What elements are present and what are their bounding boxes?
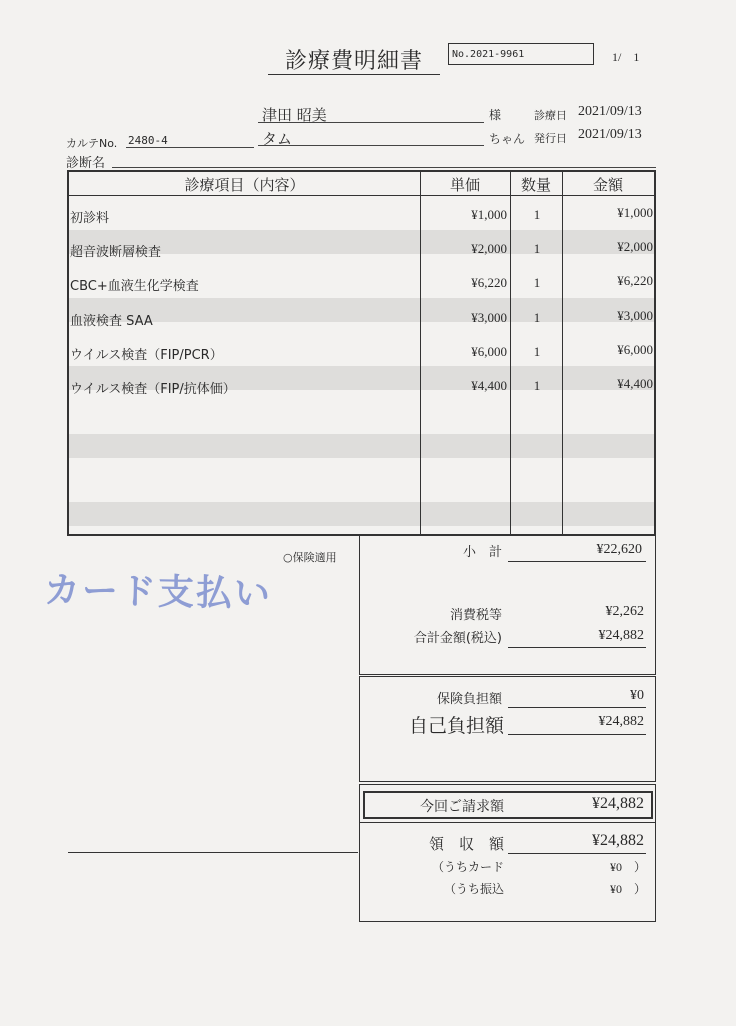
billing-divider [360, 822, 655, 823]
row-qty: 1 [533, 344, 541, 359]
table-header-divider [67, 195, 656, 196]
pet-name-line [258, 145, 484, 146]
header-item: 診療項目（内容） [184, 176, 305, 194]
pet-name: タム [262, 130, 293, 148]
insurance-share-amount: ¥0 [630, 688, 644, 703]
header-qty: 数量 [520, 176, 551, 194]
row-amount: ¥4,400 [617, 376, 653, 391]
subtotal-label: 小 計 [462, 545, 502, 560]
row-unit-price: ¥6,220 [471, 275, 507, 290]
row-qty: 1 [533, 310, 541, 325]
subtotal-underline [508, 561, 646, 562]
row-unit-price: ¥4,400 [471, 378, 507, 393]
owner-suffix: 様 [489, 108, 502, 122]
row-amount: ¥1,000 [617, 205, 653, 220]
insurance-share-underline [508, 707, 646, 708]
pet-suffix: ちゃん [489, 132, 526, 146]
owner-name: 津田 昭美 [262, 106, 327, 124]
received-amount: ¥24,882 [592, 832, 644, 849]
visit-date-label: 診療日 [534, 109, 567, 122]
row-item: ウイルス検査（FIP/抗体価） [70, 382, 236, 397]
chart-no-label: カルテNo. [66, 137, 118, 150]
diagnosis-label: 診断名 [66, 156, 106, 171]
insurance-applied-note: ○保険適用 [283, 551, 337, 564]
row-qty: 1 [533, 275, 541, 290]
row-qty: 1 [533, 241, 541, 256]
total-label: 合計金額(税込) [413, 631, 502, 646]
transfer-portion-label: （うち振込 [443, 882, 504, 896]
document-number: No.2021-9961 [448, 43, 594, 65]
row-qty: 1 [533, 378, 541, 393]
row-unit-price: ¥6,000 [471, 344, 507, 359]
total-amount: ¥24,882 [598, 628, 644, 643]
row-item: 初診料 [70, 211, 110, 226]
row-amount: ¥6,220 [617, 273, 653, 288]
transfer-portion-amount: ¥0 ） [609, 882, 646, 896]
billed-amount: ¥24,882 [592, 795, 644, 812]
table-col-divider [510, 170, 511, 536]
diagnosis-line [112, 167, 656, 168]
row-amount: ¥2,000 [617, 239, 653, 254]
card-portion-amount: ¥0 ） [609, 860, 646, 874]
header-unit-price: 単価 [449, 176, 480, 194]
header-amount: 金額 [592, 176, 623, 194]
row-amount: ¥3,000 [617, 308, 653, 323]
card-portion-label: （うちカード [431, 860, 504, 874]
owner-name-line [258, 122, 484, 123]
received-underline [508, 853, 646, 854]
signature-line [68, 852, 358, 853]
chart-no: 2480-4 [128, 134, 168, 147]
insurance-share-label: 保険負担額 [436, 692, 502, 707]
issue-date-label: 発行日 [534, 132, 567, 145]
title-underline [268, 74, 440, 75]
subtotal-amount: ¥22,620 [596, 542, 642, 557]
card-payment-stamp: カード支払い [43, 570, 273, 615]
row-unit-price: ¥1,000 [471, 207, 507, 222]
self-pay-label: 自己負担額 [408, 715, 504, 737]
row-unit-price: ¥3,000 [471, 310, 507, 325]
row-item: 血液検査 SAA [70, 314, 153, 329]
row-item: 超音波断層検査 [70, 245, 162, 260]
row-item: ウイルス検査（FIP/PCR） [70, 348, 223, 363]
received-label: 領 収 額 [428, 835, 504, 853]
document-title: 診療費明細書 [284, 49, 423, 74]
self-pay-underline [508, 734, 646, 735]
tax-label: 消費税等 [449, 608, 502, 623]
billed-label: 今回ご請求額 [420, 799, 504, 815]
total-underline [508, 647, 646, 648]
visit-date: 2021/09/13 [578, 104, 642, 119]
row-unit-price: ¥2,000 [471, 241, 507, 256]
tax-amount: ¥2,262 [605, 604, 644, 619]
row-qty: 1 [533, 207, 541, 222]
chart-no-line [126, 147, 254, 148]
page-number: 1/ 1 [612, 50, 640, 64]
row-amount: ¥6,000 [617, 342, 653, 357]
row-item: CBC+血液生化学検査 [70, 279, 199, 294]
self-pay-amount: ¥24,882 [598, 714, 644, 729]
issue-date: 2021/09/13 [578, 127, 642, 142]
